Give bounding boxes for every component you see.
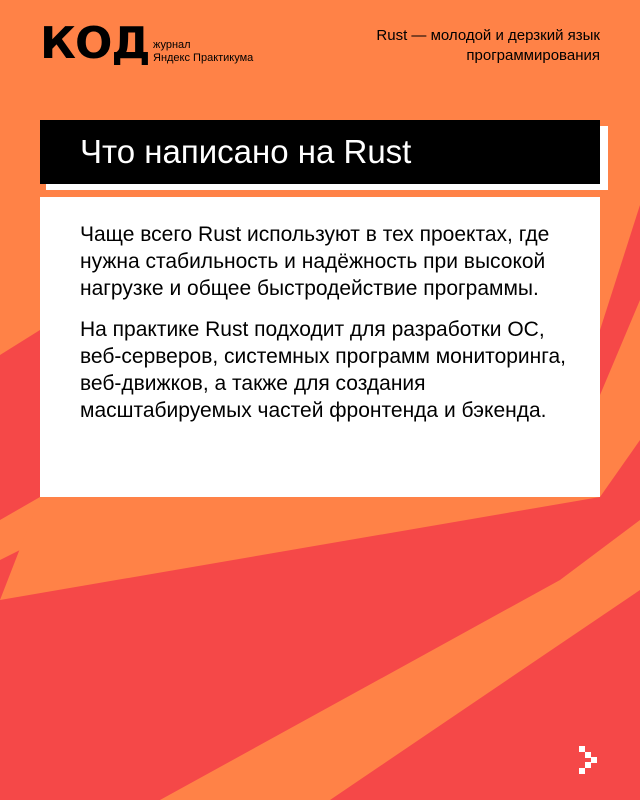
logo: КОД	[40, 18, 150, 69]
content-card	[40, 197, 600, 497]
logo-subtitle-line2: Яндекс Практикума	[153, 52, 254, 64]
chevron-right-icon[interactable]	[577, 744, 605, 776]
page-title: Что написано на Rust	[40, 120, 600, 184]
topic-caption-line2: программирования	[466, 47, 600, 64]
topic-caption	[376, 26, 600, 66]
logo-subtitle-line1: журнал	[153, 39, 191, 51]
red-stripe-left	[0, 330, 40, 520]
topic-caption-line1: Rust — молодой и дерзкий язык	[376, 27, 600, 44]
content-paragraph-2: На практике Rust подходит для разработки ОС, веб-серверов, системных программ мониторинга, веб-движков, а также для создания масштабируемых частей фронтенда и бэкенда.	[80, 318, 566, 422]
logo-subtitle	[153, 39, 253, 65]
content-paragraph-1: Чаще всего Rust используют в тех проектах, где нужна стабильность и надёжность при высокой нагрузке и общее быстродействие программы.	[80, 223, 550, 300]
header	[0, 0, 640, 100]
